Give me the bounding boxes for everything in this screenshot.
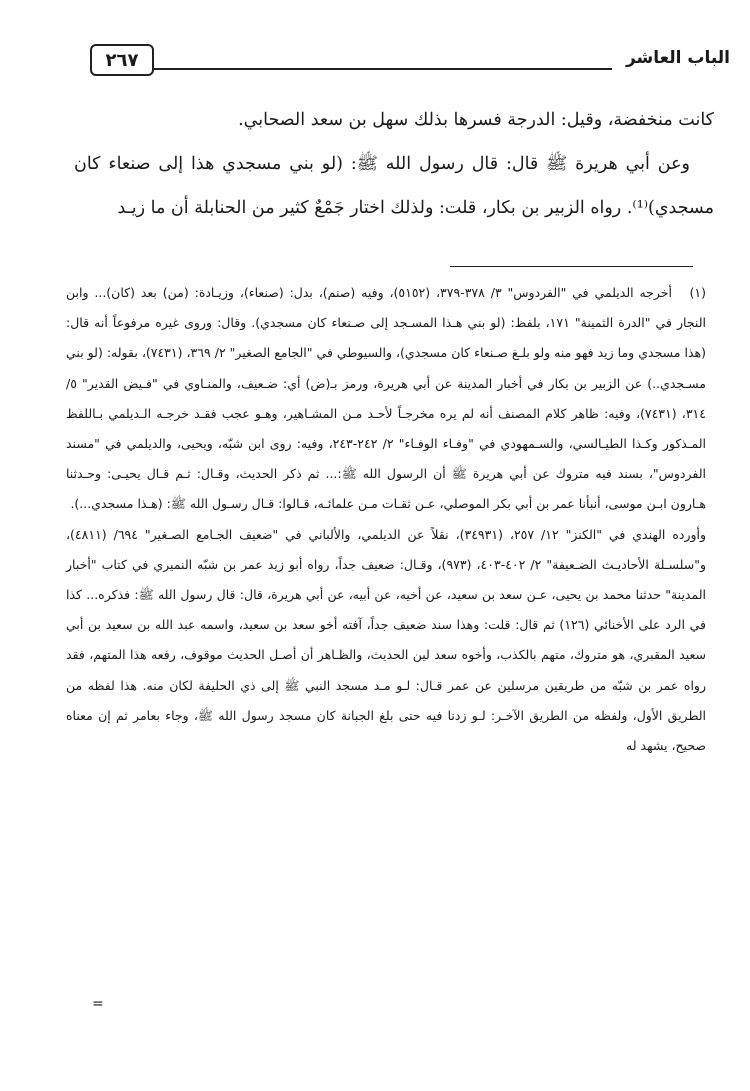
header-rule [154,68,612,70]
footnote-text-1: أخرجه الديلمي في "الفردوس" ٣/ ٣٧٨-٣٧٩، (٥١٥٢)، وفيه (صنم)، بدل: (صنعاء)، وزيـادة: (من) بعد (كان)... وابن النجار في "الدرة الثمينة" ١٧١، بلفظ: (لو بني هـذا المسـجد إلى صـنعاء كان مسجدي). وقال: وروى غيره مرفوعاً أنه قال: (هذا مسجدي وما زيد فهو منه ولو بلـغ صـنعاء كان مسجدي)، والسيوطي في "الجامع الصغير" ٢/ ٣٦٩، (٧٤٣١)، بقوله: (لو بني مسـجدي..) عن الزبير بن بكار في أخبار المدينة عن أبي هريرة، ورمز بـ(ض) أي: ضـعيف، والمنـاوي في "فـيض القدير" ٥/ ٣١٤، (٧٤٣١)، وفيه: ظاهر كلام المصنف أنه لم يره مخرجـاً لأحـد مـن المشـاهير، وهـو عجب فقـد خرجـه الـديلمي بـاللفظ المـذكور وكـذا الطيـالسي، والسـمهودي في "وفـاء الوفـاء" ٢/ ٢٤٢-٢٤٣، وفيه: روى ابن شبّه، ويحيى، والديلمي في "مسند الفردوس"، بسند فيه متروك عن أبي هريرة ﷺ أن الرسول الله ﷺ:... ثم ذكر الحديث، وقـال: ثـم قـال يحيـى: وحـدثنا هـارون ابـن موسى، أنبأنا عمر بن أبي بكر الموصلي، عـن ثقـات مـن علمائـه، قـالوا: قـال رسـول الله ﷺ: (هـذا مسجدي...). [66,285,707,512]
continuation-mark: = [92,996,104,1012]
footnotes [66,278,706,761]
footnote-marker: (١) [689,285,706,300]
main-text [74,98,714,230]
main-paragraph-2: وعن أبي هريرة ﷺ قال: قال رسول الله ﷺ: (لو بني مسجدي هذا إلى صنعاء كان مسجدي)⁽¹⁾. رواه الزبير بن بكار، قلت: ولذلك اختار جَمْعٌ كثير من الحنابلة أن ما زيـد [74,154,714,218]
chapter-title: الباب العاشر [625,48,730,68]
main-paragraph-1: كانت منخفضة، وقيل: الدرجة فسرها بذلك سهل بن سعد الصحابي. [238,110,714,130]
page-header [80,40,730,80]
page-number: ٢٦٧ [105,49,139,71]
footnote-paragraph-1 [66,278,706,520]
footnote-separator [450,266,693,267]
footnote-paragraph-2: وأورده الهندي في "الكنز" ١٢/ ٢٥٧، (٣٤٩٣١)، نقلاً عن الديلمي، والألباني في "ضعيف الجـامع الصـغير" ٦٩٤/ (٤٨١١)، و"سلسـلة الأحاديـث الضـعيفة" ٢/ ٤٠٢-٤٠٣، (٩٧٣)، وقـال: ضعيف جداً، رواه أبو زيد عمر بن شبّه النميري في كتاب "أخبار المدينة" حدثنا محمد بن يحيى، عـن سعد بن سعيد، عن أخيه، عن أبيه، عن أبي هريرة، قال: قال رسول الله ﷺ: فذكره... كذا في الرد على الأخنائي (١٢٦) ثم قال: قلت: وهذا سند ضعيف جداً، آفته أخو سعد بن سعيد، واسمه عبد الله بن سعيد بن أبي سعيد المقبري، هو متروك، متهم بالكذب، وأخوه سعد لين الحديث، والظـاهر أن أصـل الحديث موقوف، رفعه هذا المتهم، فقد رواه عمر بن شبّه من طريقين مرسلين عن عمر قـال: لـو مـد مسجد النبي ﷺ إلى ذي الحليفة لكان منه. هذا لفظه من الطريق الأول، ولفظه من الطريق الآخـر: لـو زدنا فيه حتى بلغ الجبانة كان مسجد رسول الله ﷺ، وجاء بعامر ثم إن معناه صحيح، يشهد له [66,526,707,754]
page-number-box [90,44,154,76]
